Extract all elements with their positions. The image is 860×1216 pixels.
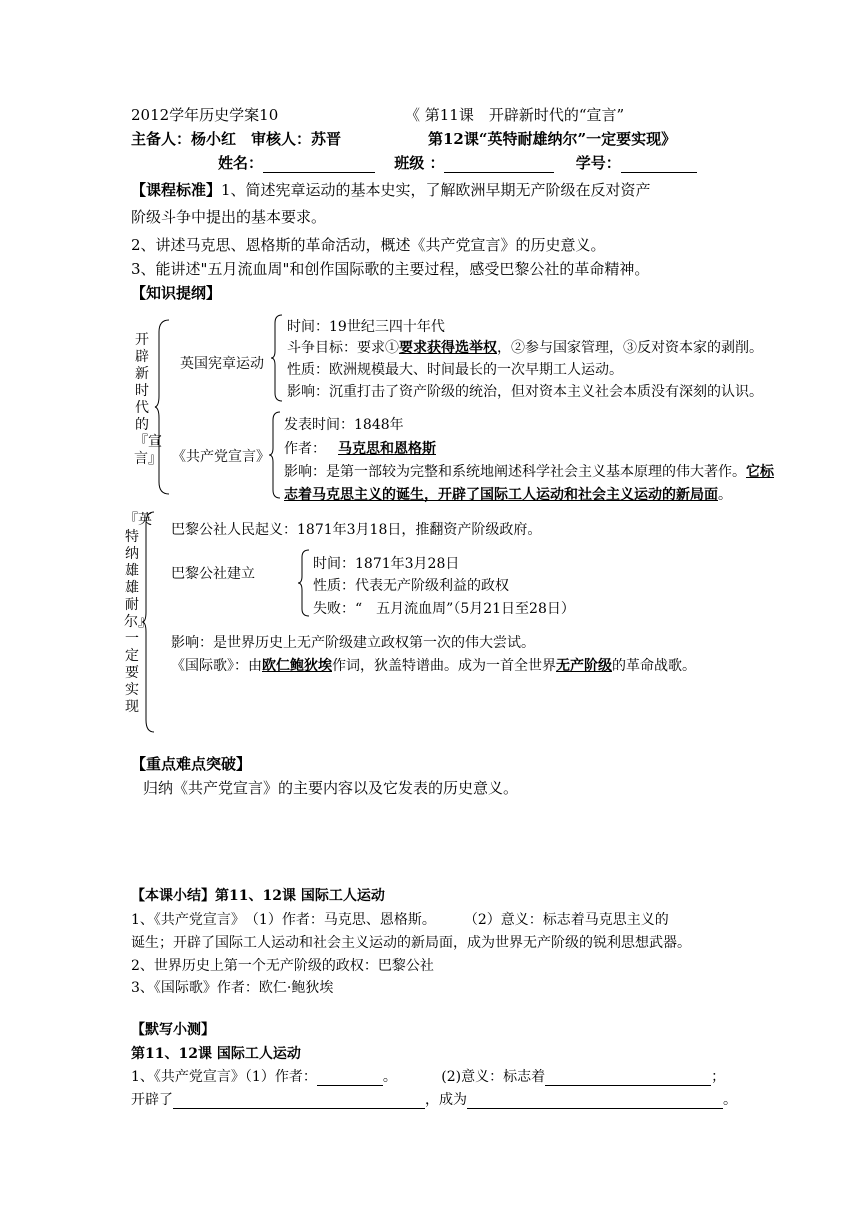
quiz-author-blank[interactable]	[317, 1071, 383, 1086]
quiz-line1-c: (2)意义：标志着	[441, 1069, 546, 1085]
anthem-author: 欧仁鲍狄埃	[262, 658, 332, 674]
outline-vertical-title-1: 开辟新时代的『宣言』	[134, 332, 162, 467]
name-label: 姓名：	[218, 154, 264, 172]
chartism-goal-rest: ，②参与国家管理，③反对资本家的剥削。	[497, 340, 763, 356]
standards-heading: 【课程标准】	[131, 181, 222, 199]
chartism-goal-prefix: 斗争目标：要求①	[287, 340, 399, 356]
commune-nature: 性质：代表无产阶级利益的政权	[313, 578, 509, 594]
name-blank[interactable]	[263, 158, 375, 173]
outline-brace-1	[155, 320, 171, 494]
chartism-brace	[270, 315, 284, 401]
commune-failure: 失败：“ 五月流血周”（5月21日至28日）	[313, 601, 575, 617]
quiz-line2-c: 。	[723, 1092, 737, 1108]
class-label: 班级 ：	[394, 154, 445, 172]
quiz-line1-a: 1、《共产党宣言》（1）作者：	[131, 1069, 317, 1085]
class-blank[interactable]	[444, 158, 554, 173]
commune-founded-label: 巴黎公社建立	[171, 566, 255, 582]
quiz-opened-blank[interactable]	[173, 1094, 425, 1109]
anthem-line	[171, 655, 696, 675]
chartism-goal	[287, 337, 763, 357]
commune-impact: 影响：是世界历史上无产阶级建立政权第一次的伟大尝试。	[171, 635, 535, 651]
manifesto-label: 《共产党宣言》	[172, 449, 270, 465]
anthem-mid: 作词，狄盖特谱曲。成为一首全世界	[332, 658, 556, 674]
student-no-blank[interactable]	[621, 158, 697, 173]
manifesto-impact-b: 它标	[746, 464, 774, 480]
lesson-title-line1: 《 第11课 开辟新时代的“宣言”	[405, 106, 625, 124]
manifesto-impact-line2	[284, 484, 732, 504]
quiz-line2-b: ，成为	[425, 1092, 467, 1108]
quiz-line1	[131, 1066, 725, 1086]
quiz-meaning-blank[interactable]	[545, 1071, 711, 1086]
anthem-class: 无产阶级	[556, 658, 612, 674]
quiz-became-blank[interactable]	[467, 1094, 723, 1109]
standards-item1-a: 1、简述宪章运动的基本史实，了解欧洲早期无产阶级在反对资产	[221, 181, 651, 199]
quiz-line1-d: ；	[711, 1069, 726, 1085]
lesson-title-line2: 第12课“英特耐雄纳尔”一定要实现》	[428, 130, 677, 148]
summary-heading-rest: 第11、12课 国际工人运动	[215, 888, 385, 904]
chartism-time: 时间：19世纪三四十年代	[287, 319, 445, 335]
key-points-text: 归纳《共产党宣言》的主要内容以及它发表的历史意义。	[143, 779, 519, 797]
manifesto-impact-a: 影响：是第一部较为完整和系统地阐述科学社会主义基本原理的伟大著作。	[284, 464, 746, 480]
commune-time: 时间：1871年3月28日	[313, 556, 460, 572]
quiz-line2	[131, 1089, 737, 1109]
summary-item1-b: 诞生；开辟了国际工人运动和社会主义运动的新局面，成为世界无产阶级的锐利思想武器。	[131, 935, 691, 951]
course-code: 2012学年历史学案10	[131, 106, 279, 124]
manifesto-author-value: 马克思和恩格斯	[338, 441, 436, 457]
manifesto-impact-end: 。	[718, 487, 732, 503]
standards-item2: 2、讲述马克思、恩格斯的革命活动，概述《共产党宣言》的历史意义。	[131, 236, 606, 254]
manifesto-impact-line1	[284, 461, 774, 481]
manifesto-author-label: 作者：	[284, 441, 326, 457]
summary-item2: 2、世界历史上第一个无产阶级的政权：巴黎公社	[131, 958, 434, 974]
commune-uprising: 巴黎公社人民起义：1871年3月18日，推翻资产阶级政府。	[171, 522, 542, 538]
quiz-heading: 【默写小测】	[131, 1022, 215, 1038]
quiz-line2-a: 开辟了	[131, 1092, 173, 1108]
standards-item1-row	[131, 179, 651, 200]
student-no-label: 学号：	[575, 154, 621, 172]
manifesto-author	[284, 438, 436, 458]
key-points-heading: 【重点难点突破】	[131, 755, 252, 773]
chartism-impact: 影响：沉重打击了资产阶级的统治，但对资本主义社会本质没有深刻的认识。	[287, 384, 763, 400]
chartism-goal-key: 要求获得选举权	[399, 340, 497, 356]
manifesto-published: 发表时间：1848年	[284, 417, 404, 433]
outline-heading: 【知识提纲】	[131, 284, 222, 302]
quiz-subheading: 第11、12课 国际工人运动	[131, 1046, 301, 1062]
chartism-nature: 性质：欧洲规模最大、时间最长的一次早期工人运动。	[287, 362, 623, 378]
summary-item1-a: 1、《共产党宣言》 （1）作者：马克思、恩格斯。 （2）意义：标志着马克思主义的	[131, 912, 669, 928]
authors: 主备人：杨小红 审核人：苏晋	[131, 130, 342, 148]
manifesto-brace	[268, 412, 282, 498]
anthem-prefix: 《国际歌》：由	[171, 658, 262, 674]
standards-item3: 3、能讲述"五月流血周"和创作国际歌的主要过程，感受巴黎公社的革命精神。	[131, 260, 650, 278]
summary-heading-row	[131, 885, 385, 905]
commune-brace	[297, 550, 311, 616]
summary-heading: 【本课小结】	[131, 888, 215, 904]
name-row	[218, 152, 697, 173]
outline-vertical-title-2: 『英特纳雄雄耐尔』一定要实现	[124, 512, 152, 715]
chartism-label: 英国宪章运动	[180, 356, 264, 372]
anthem-end: 的革命战歌。	[612, 658, 696, 674]
manifesto-impact-c: 志着马克思主义的诞生，开辟了国际工人运动和社会主义运动的新局面	[284, 487, 718, 503]
outline-brace-2	[142, 512, 156, 732]
quiz-line1-b: 。	[382, 1069, 397, 1085]
summary-item3: 3、《国际歌》作者：欧仁·鲍狄埃	[131, 980, 334, 996]
standards-item1-b: 阶级斗争中提出的基本要求。	[131, 208, 327, 226]
